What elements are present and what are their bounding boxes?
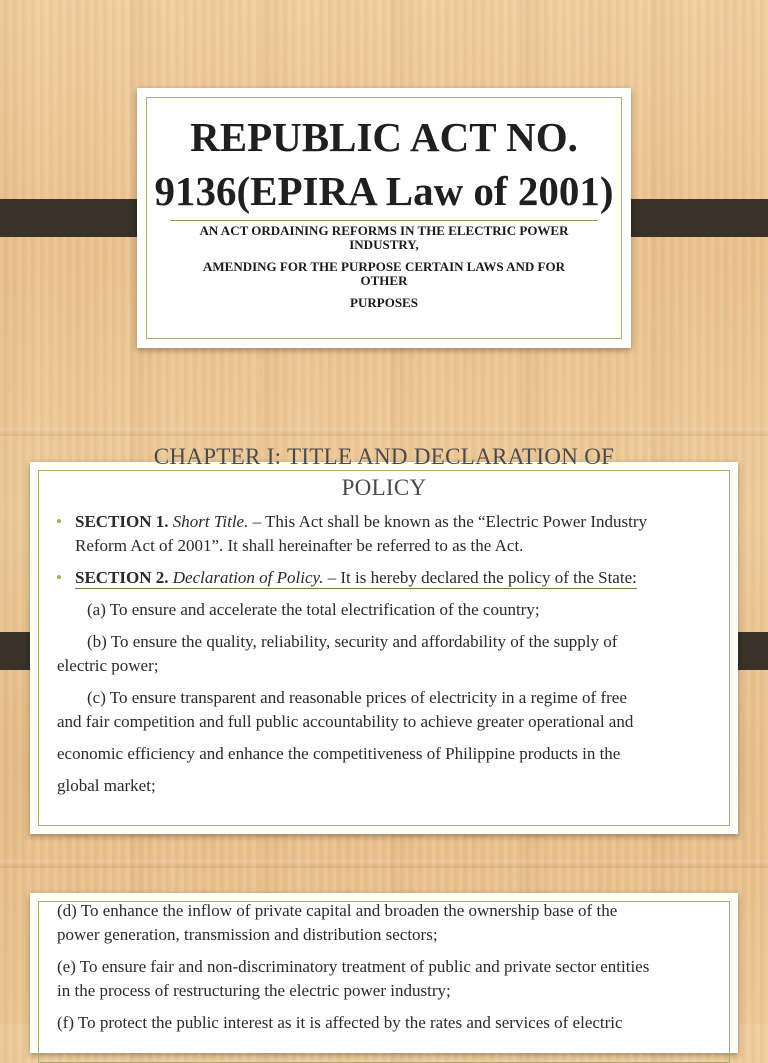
- policy-item-e-cont: in the process of restructuring the electric power industry;: [57, 981, 451, 1000]
- subtitle-line: PURPOSES: [350, 295, 418, 310]
- chapter-title-line-1: CHAPTER I: TITLE AND DECLARATION OF: [153, 444, 615, 469]
- slide-seam: [0, 428, 768, 436]
- policy-item-b-cont: electric power;: [57, 656, 159, 675]
- policy-item-d-cont: power generation, transmission and distribution sectors;: [57, 925, 438, 944]
- bullet-icon: •: [56, 512, 62, 531]
- decor-band-right: [612, 199, 768, 237]
- policy-item-c-cont: global market;: [57, 776, 156, 795]
- title-slide: [137, 88, 631, 348]
- subtitle-line: INDUSTRY,: [349, 237, 419, 252]
- section-title: Declaration of Policy.: [172, 568, 324, 587]
- content-slide-partial: [30, 893, 738, 1053]
- policy-item-c: (c) To ensure transparent and reasonable prices of electricity in a regime of free: [87, 688, 627, 707]
- section-1-cont: Reform Act of 2001”. It shall hereinafter be referred to as the Act.: [75, 536, 524, 555]
- subtitle-line: AN ACT ORDAINING REFORMS IN THE ELECTRIC POWER: [199, 223, 569, 238]
- bullet-icon: •: [56, 568, 62, 587]
- chapter-title: [100, 441, 668, 503]
- subtitle-line: AMENDING FOR THE PURPOSE CERTAIN LAWS AND FOR: [202, 259, 565, 274]
- policy-item-f: (f) To protect the public interest as it is affected by the rates and services of electric: [57, 1013, 623, 1032]
- title-divider: [170, 220, 598, 221]
- chapter-title-line-2: POLICY: [341, 475, 427, 500]
- page-title: [137, 110, 631, 218]
- section-1: [75, 510, 725, 534]
- slide-seam: [0, 860, 768, 868]
- policy-item-e: (e) To ensure fair and non-discriminatory treatment of public and private sector entities: [57, 957, 650, 976]
- section-text: – This Act shall be known as the “Electric Power Industry: [248, 512, 647, 531]
- section-2: [75, 566, 725, 590]
- subtitle-line: OTHER: [360, 273, 408, 288]
- decor-band-left: [0, 199, 160, 237]
- section-label: SECTION 1.: [75, 512, 169, 531]
- section-title: Short Title.: [172, 512, 249, 531]
- policy-item-a: (a) To ensure and accelerate the total electrification of the country;: [87, 600, 540, 619]
- section-text: – It is hereby declared the policy of the State:: [323, 568, 637, 587]
- content-slide: [30, 462, 738, 834]
- policy-item-c-cont: and fair competition and full public accountability to achieve greater operational and: [57, 712, 634, 731]
- title-line-1: REPUBLIC ACT NO.: [190, 114, 578, 160]
- title-line-2: 9136(EPIRA Law of 2001): [154, 168, 614, 214]
- policy-item-c-cont: economic efficiency and enhance the competitiveness of Philippine products in the: [57, 744, 621, 763]
- policy-item-b: (b) To ensure the quality, reliability, security and affordability of the supply of: [87, 632, 618, 651]
- policy-item-d: (d) To enhance the inflow of private capital and broaden the ownership base of the: [57, 901, 618, 920]
- section-label: SECTION 2.: [75, 568, 169, 587]
